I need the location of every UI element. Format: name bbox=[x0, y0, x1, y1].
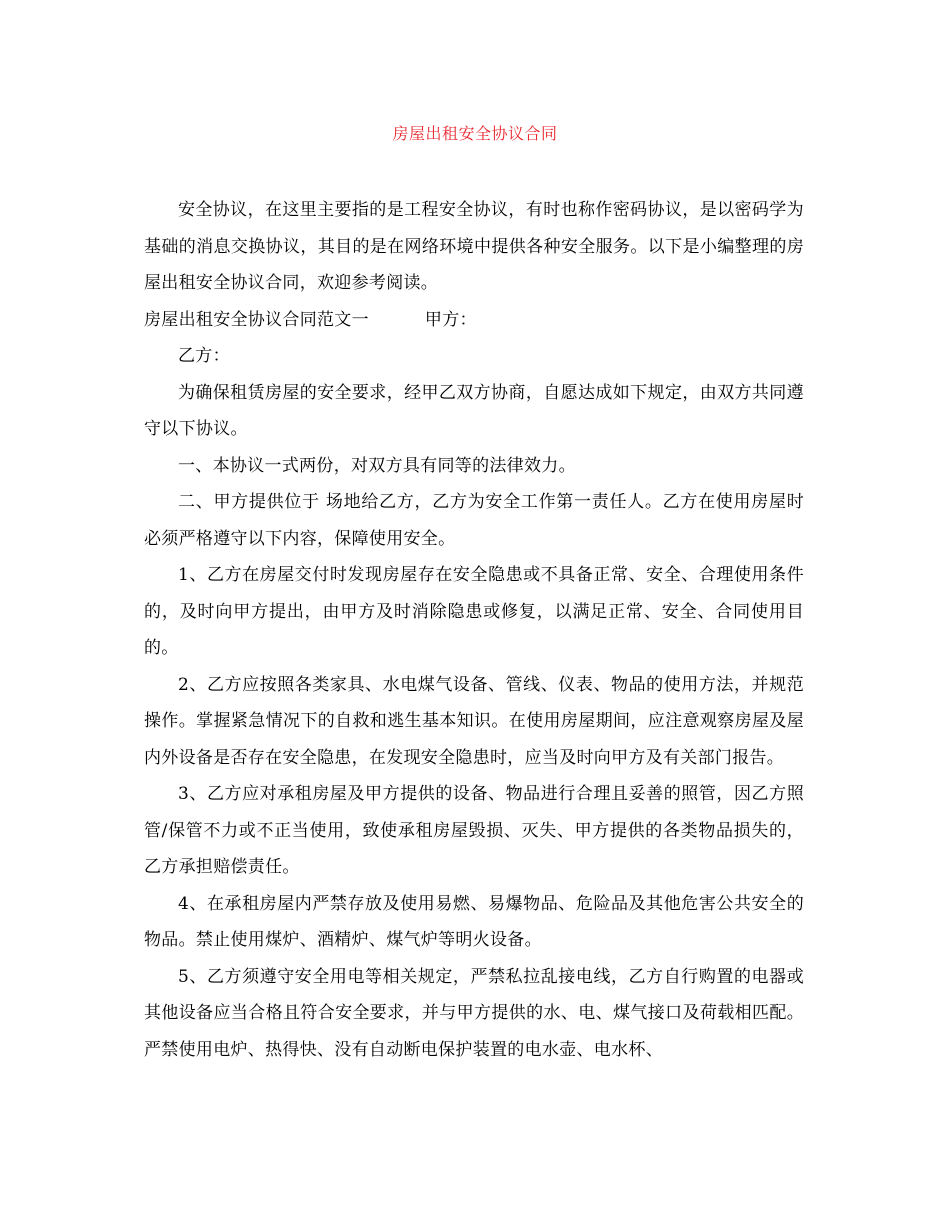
clause-1: 一、本协议一式两份，对双方具有同等的法律效力。 bbox=[178, 455, 576, 476]
party-a-label: 甲方： bbox=[424, 309, 477, 330]
document-body bbox=[144, 192, 804, 1068]
document-title: 房屋出租安全协议合同 bbox=[392, 124, 558, 143]
item-5: 5、乙方须遵守安全用电等相关规定，严禁私拉乱接电线，乙方自行购置的电器或其他设备应当合格且符合安全要求，并与甲方提供的水、电、煤气接口及荷载相匹配。严禁使用电炉、热得快、没有自动断电保护装置的电水壶、电水杯、 bbox=[144, 966, 804, 1060]
sample-heading-line bbox=[144, 302, 804, 339]
intro-paragraph: 安全协议，在这里主要指的是工程安全协议，有时也称作密码协议，是以密码学为基础的消息交换协议，其目的是在网络环境中提供各种安全服务。以下是小编整理的房屋出租安全协议合同，欢迎参考阅读。 bbox=[144, 200, 804, 293]
clause-2: 二、甲方提供位于 场地给乙方，乙方为安全工作第一责任人。乙方在使用房屋时必须严格遵守以下内容，保障使用安全。 bbox=[144, 492, 804, 549]
item-3: 3、乙方应对承租房屋及甲方提供的设备、物品进行合理且妥善的照管，因乙方照管/保管不力或不正当使用，致使承租房屋毁损、灭失、甲方提供的各类物品损失的，乙方承担赔偿责任。 bbox=[144, 784, 804, 877]
item-4: 4、在承租房屋内严禁存放及使用易燃、易爆物品、危险品及其他危害公共安全的物品。禁止使用煤炉、酒精炉、煤气炉等明火设备。 bbox=[144, 893, 804, 950]
item-2: 2、乙方应按照各类家具、水电煤气设备、管线、仪表、物品的使用方法，并规范操作。掌握紧急情况下的自救和逃生基本知识。在使用房屋期间，应注意观察房屋及屋内外设备是否存在安全隐患，在发现安全隐患时，应当及时向甲方及有关部门报告。 bbox=[144, 674, 804, 768]
sample-heading: 房屋出租安全协议合同范文一 bbox=[144, 309, 369, 330]
party-b-label: 乙方： bbox=[178, 346, 230, 366]
preamble-paragraph: 为确保租赁房屋的安全要求，经甲乙双方协商，自愿达成如下规定，由双方共同遵守以下协议。 bbox=[144, 382, 804, 439]
item-1: 1、乙方在房屋交付时发现房屋存在安全隐患或不具备正常、安全、合理使用条件的，及时向甲方提出，由甲方及时消除隐患或修复，以满足正常、安全、合同使用目的。 bbox=[144, 565, 804, 658]
